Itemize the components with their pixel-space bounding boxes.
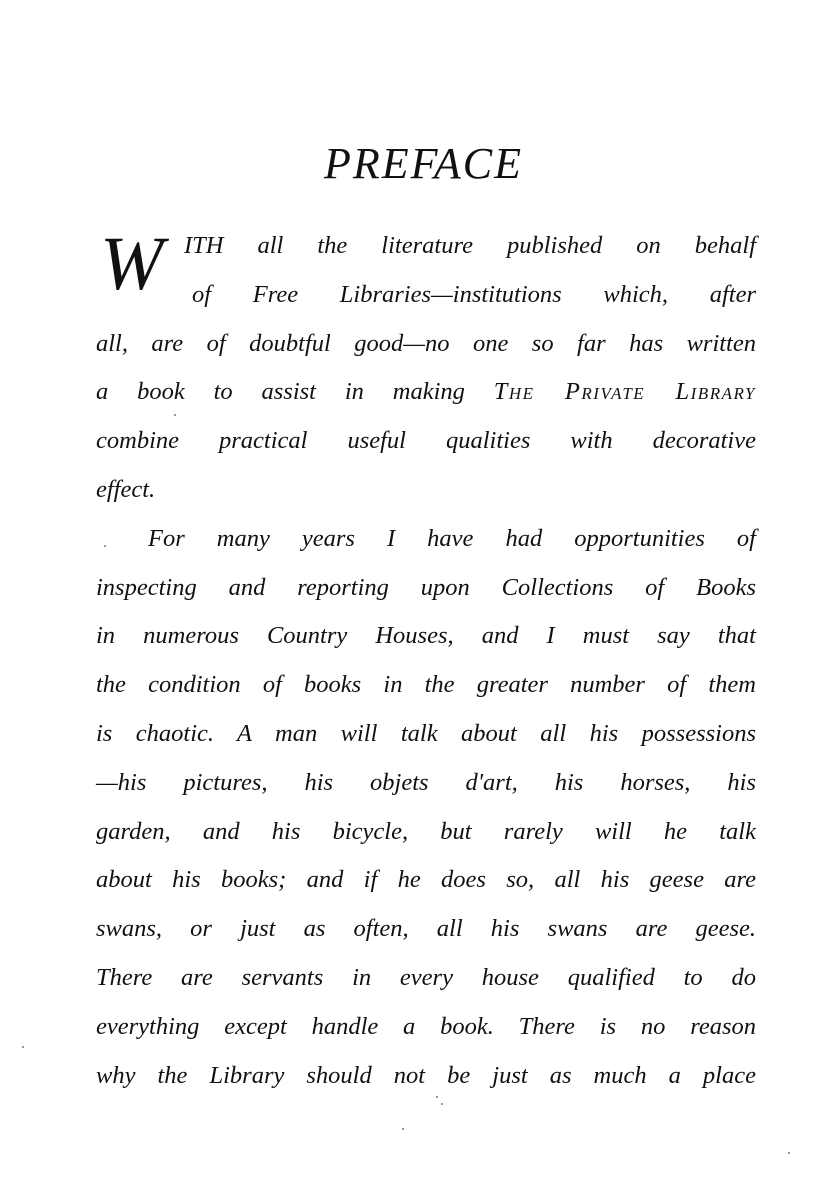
scan-speck	[174, 414, 176, 416]
paragraph2-line: swans, or just as often, all his swans are geese.	[96, 915, 756, 943]
paragraph2-line: the condition of books in the greater number of them	[96, 671, 756, 699]
drop-cap-letter: W	[100, 222, 164, 306]
paragraph2-line: There are servants in every house qualified to do	[96, 963, 756, 991]
paragraph2-line: inspecting and reporting upon Collections of Books	[96, 573, 756, 601]
paragraph1-line1: ITH all the literature published on behalf	[184, 232, 756, 259]
body-text	[96, 222, 756, 1100]
paragraph2-line: why the Library should not be just as much a place	[96, 1061, 756, 1089]
scan-speck	[22, 1046, 24, 1048]
paragraph2-line: is chaotic. A man will talk about all his possessions	[96, 719, 756, 747]
paragraph2-line: garden, and his bicycle, but rarely will he talk	[96, 817, 756, 845]
paragraph1-line4-text: a book to assist in making	[96, 378, 465, 406]
paragraph2-line: about his books; and if he does so, all his geese are	[96, 866, 756, 894]
paragraph2-line: —his pictures, his objets d'art, his horses, his	[96, 768, 756, 796]
book-title-smallcaps: The Private Library	[493, 378, 756, 406]
paragraph2-line: in numerous Country Houses, and I must say that	[96, 622, 756, 650]
scan-speck	[788, 1152, 790, 1154]
paragraph1-line6: effect.	[96, 475, 156, 503]
scan-speck	[402, 1128, 404, 1130]
paragraph1-line3: all, are of doubtful good—no one so far has written	[96, 329, 756, 357]
paragraph1-line2: of Free Libraries—institutions which, after	[192, 280, 756, 308]
scan-speck	[436, 1096, 438, 1098]
scan-speck	[441, 1103, 443, 1105]
paragraph1-line5: combine practical useful qualities with decorative	[96, 427, 756, 455]
paragraph2-line: everything except handle a book. There is no reason	[96, 1012, 756, 1040]
paragraph2-line: For many years I have had opportunities of	[148, 524, 756, 552]
scan-speck	[104, 545, 106, 547]
paragraph1-line4	[96, 368, 756, 417]
page-title: PREFACE	[324, 139, 523, 188]
